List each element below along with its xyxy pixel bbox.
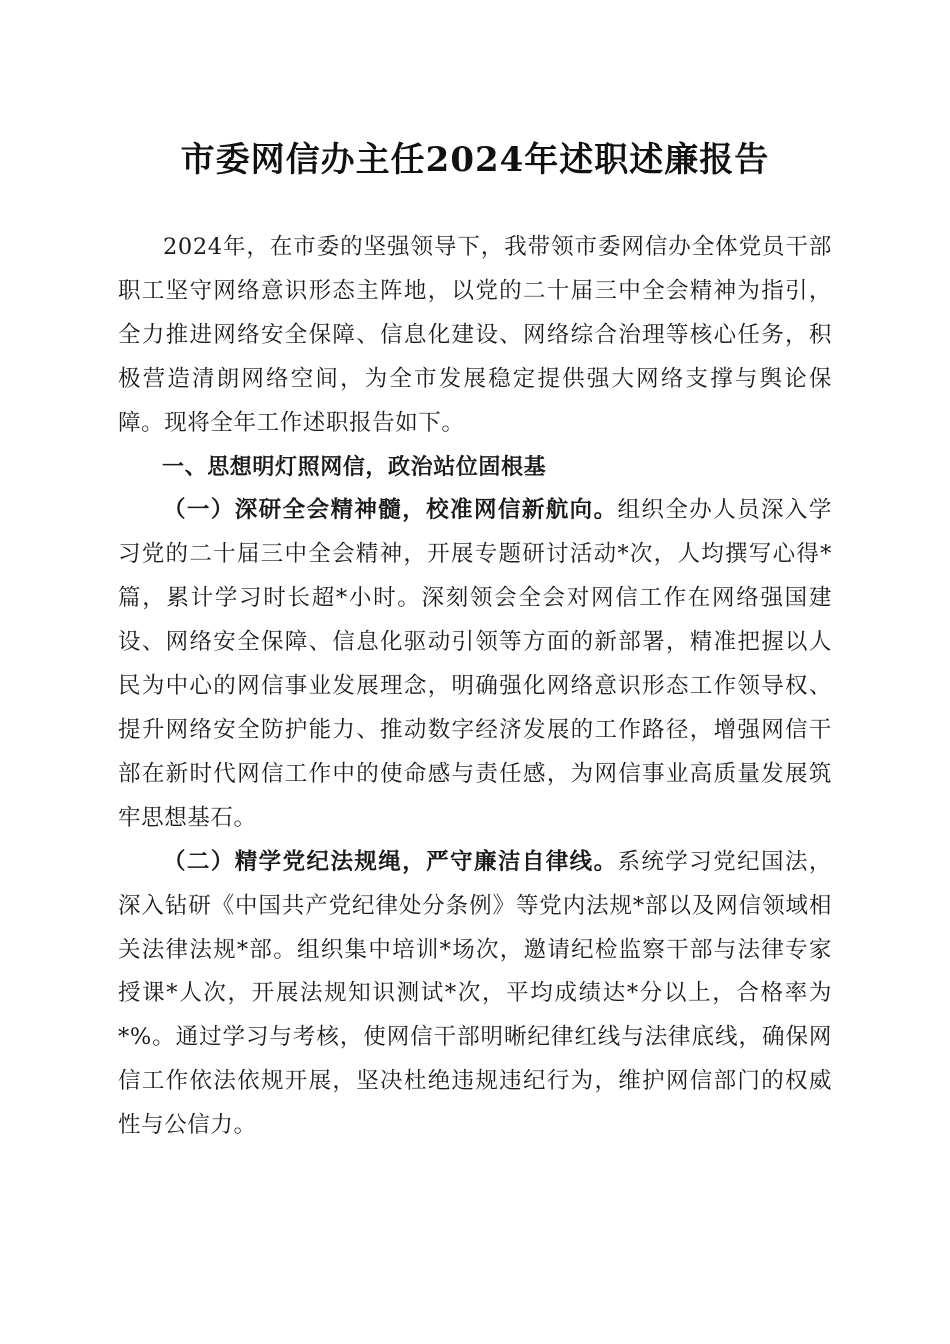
- section-item-paragraph: [118, 841, 832, 1148]
- document-title: 市委网信办主任2024年述职述廉报告: [180, 140, 770, 180]
- item-subheading: （二）精学党纪法规绳，严守廉洁自律线。: [163, 848, 618, 875]
- item-subheading: （一）深研全会精神髓，校准网信新航向。: [163, 497, 618, 524]
- section-item-paragraph: [118, 489, 832, 840]
- section-heading: 一、思想明灯照网信，政治站位固根基: [162, 454, 547, 480]
- intro-paragraph: 2024年，在市委的坚强领导下，我带领市委网信办全体党员干部职工坚守网络意识形态主阵地，以党的二十届三中全会精神为指引，全力推进网络安全保障、信息化建设、网络综合治理等核心任务，积极营造清朗网络空间，为全市发展稳定提供强大网络支撑与舆论保障。现将全年工作述职报告如下。: [118, 234, 832, 436]
- item-text: 系统学习党纪国法，深入钻研《中国共产党纪律处分条例》等党内法规*部以及网信领域相关法律法规*部。组织集中培训*场次，邀请纪检监察干部与法律专家授课*人次，开展法规知识测试*次，平均成绩达*分以上，合格率为*%。通过学习与考核，使网信干部明晰纪律红线与法律底线，确保网信工作依法依规开展，坚决杜绝违规违纪行为，维护网信部门的权威性与公信力。: [118, 848, 832, 1139]
- item-text: 组织全办人员深入学习党的二十届三中全会精神，开展专题研讨活动*次，人均撰写心得*篇，累计学习时长超*小时。深刻领会全会对网信工作在网络强国建设、网络安全保障、信息化驱动引领等方面的新部署，精准把握以人民为中心的网信事业发展理念，明确强化网络意识形态工作领导权、提升网络安全防护能力、推动数字经济发展的工作路径，增强网信干部在新时代网信工作中的使命感与责任感，为网信事业高质量发展筑牢思想基石。: [118, 497, 832, 831]
- document-body: [118, 226, 832, 1148]
